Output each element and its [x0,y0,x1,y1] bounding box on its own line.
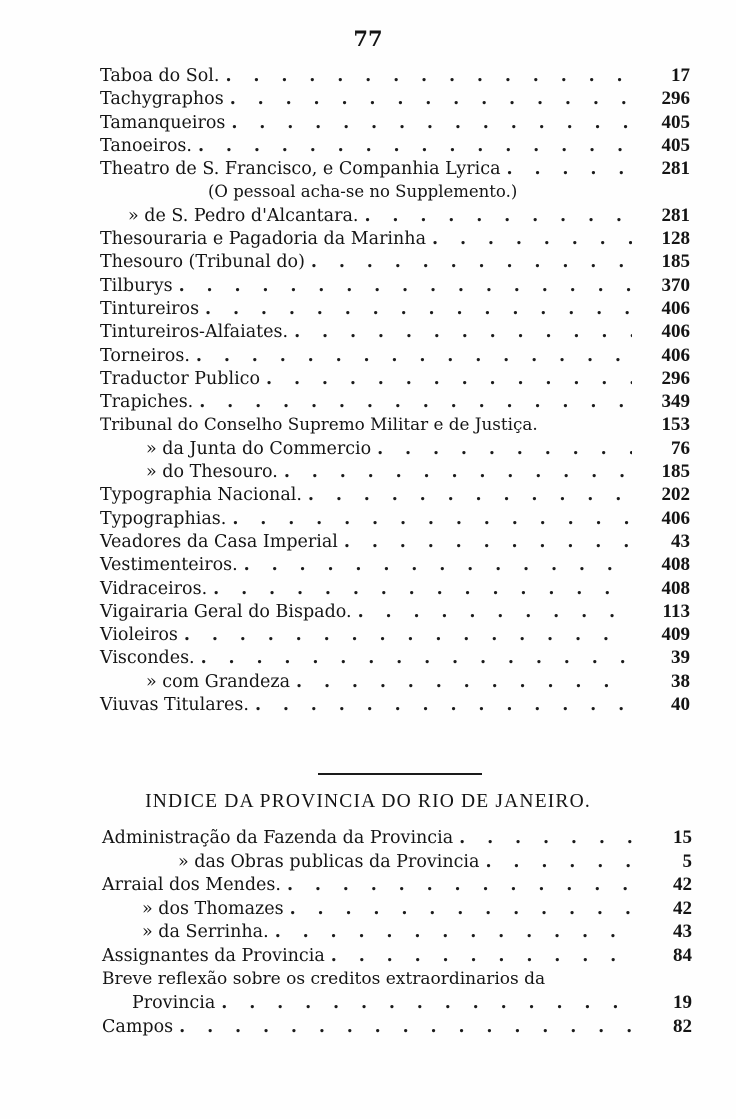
dot-leader [199,298,632,321]
entry-label: Tintureiros [100,298,200,319]
index-entry [100,530,690,553]
entry-label: Arraial dos Mendes. [102,875,281,896]
dot-leader [305,251,632,274]
entry-label: Thesouro (Tribunal do) [100,252,305,273]
index-entry [100,157,690,180]
index-entry [100,460,690,483]
index-entry [102,850,692,874]
index-entry [100,297,690,320]
entry-label: Tanoeiros. [100,135,192,156]
entry-page: 296 [661,367,690,389]
index-entry [102,944,692,968]
index-entry [100,646,690,669]
entry-page: 39 [671,647,690,669]
entry-label: » das Obras publicas da Provincia [178,851,480,872]
entry-page: 17 [671,65,690,86]
section-title: INDICE DA PROVINCIA DO RIO DE JANEIRO. [145,791,591,812]
index-entry [100,320,690,343]
dot-leader [290,671,632,694]
entry-page: 405 [661,111,690,133]
dot-leader [278,461,632,484]
entry-page: 349 [661,391,690,413]
entry-page: 84 [673,944,692,966]
index-list [100,64,690,716]
dot-leader [219,65,632,88]
index-entry [100,413,690,436]
entry-page: 153 [661,414,690,436]
entry-label: Vestimenteiros. [100,555,238,576]
dot-leader [338,531,632,554]
index-entry [100,437,690,460]
dot-leader [207,578,632,601]
dot-leader [238,554,632,577]
entry-label: Traductor Publico [100,368,261,389]
dot-leader [173,1016,634,1039]
dot-leader [358,205,632,228]
entry-page: 409 [661,624,690,646]
index-entry [100,274,690,297]
entry-page: 43 [673,921,692,943]
entry-label: Viscondes. [100,648,195,669]
entry-label: Typographia Nacional. [100,485,302,506]
index-entry [102,826,692,850]
index-entry [102,1015,692,1039]
dot-leader [215,992,634,1015]
entry-page: 406 [661,297,690,319]
dot-leader [173,275,632,298]
entry-page: 405 [661,134,690,156]
dot-leader [195,647,632,670]
index-entry [100,670,690,693]
index-entry [100,64,690,87]
entry-label: Administração da Fazenda da Provincia [102,828,454,848]
entry-page: 406 [661,344,690,366]
dot-leader [260,368,632,391]
entry-label: Typographias. [100,508,227,529]
entry-page: 76 [671,437,690,459]
entry-label: Viuvas Titulares. [100,695,249,716]
dot-leader [426,228,632,251]
index-note [100,180,690,203]
entry-label: » da Serrinha. [142,922,269,943]
entry-page: 406 [661,507,690,529]
entry-label: Violeiros [100,625,178,646]
entry-page: 42 [673,874,692,896]
entry-label: Assignantes da Provincia [102,945,325,966]
entry-label: Breve reflexão sobre os creditos extraordinarios da [102,968,546,989]
dot-leader [325,945,634,968]
entry-page: 128 [661,228,690,250]
entry-page: 15 [673,827,692,848]
entry-page: 202 [661,484,690,506]
entry-label: Vigairaria Geral do Bispado. [100,601,352,622]
index-entry [100,390,690,413]
index-entry [102,897,692,921]
index-entry [100,577,690,600]
entry-label: Tachygraphos [100,89,224,110]
entry-label: Provincia [132,993,216,1014]
entry-label: » do Thesouro. [146,462,278,483]
entry-page: 296 [661,88,690,110]
index-entry [100,367,690,390]
entry-page: 19 [673,992,692,1014]
entry-label: Campos [102,1016,174,1037]
entry-label: Theatro de S. Francisco, e Companhia Lyrica [100,159,501,180]
index-entry [100,204,690,227]
entry-page: 408 [661,577,690,599]
index-entry [100,483,690,506]
index-entry [100,507,690,530]
entry-page: 281 [661,158,690,180]
entry-label: » da Junta do Commercio [146,438,372,459]
entry-page: 281 [661,204,690,226]
dot-leader [192,135,632,158]
index-entry [102,968,692,992]
entry-label: Trapiches. [100,392,194,413]
index-entry [100,250,690,273]
entry-label: Tilburys [100,275,173,296]
entry-page: 43 [671,530,690,552]
dot-leader [190,345,632,368]
entry-page: 408 [661,554,690,576]
entry-page: 82 [673,1015,692,1037]
dot-leader [281,874,634,897]
entry-page: 42 [673,897,692,919]
entry-label: » de S. Pedro d'Alcantara. [128,205,359,226]
index-entry [100,111,690,134]
entry-label: Veadores da Casa Imperial [100,531,338,552]
dot-leader [288,321,632,344]
province-index-list [102,826,692,1038]
index-entry [100,87,690,110]
dot-leader [479,851,634,874]
dot-leader [225,112,632,135]
index-entry [100,227,690,250]
index-entry [100,134,690,157]
entry-label: Torneiros. [100,345,190,366]
entry-label: » dos Thomazes [142,898,284,919]
index-entry [102,873,692,897]
dot-leader [453,827,634,850]
entry-label: Tintureiros-Alfaiates. [100,322,289,343]
entry-label: Tamanqueiros [100,112,226,133]
note-text: (O pessoal acha-se no Supplemento.) [208,182,518,202]
index-entry [102,991,692,1015]
index-entry [100,600,690,623]
index-entry [100,553,690,576]
entry-label: Vidraceiros. [100,578,208,599]
entry-page: 5 [682,850,692,872]
dot-leader [501,158,632,181]
entry-page: 113 [662,600,690,622]
dot-leader [249,694,632,717]
page-number: 77 [353,26,383,51]
dot-leader [269,921,634,944]
entry-page: 38 [671,670,690,692]
entry-label: Thesouraria e Pagadoria da Marinha [100,229,427,250]
entry-page: 370 [661,274,690,296]
dot-leader [178,624,632,647]
entry-page: 185 [661,461,690,483]
index-entry [102,920,692,944]
entry-label: » com Grandeza [146,671,291,692]
dot-leader [226,508,632,531]
section-divider [318,773,482,775]
dot-leader [193,391,632,414]
entry-page: 406 [661,321,690,343]
entry-label: Taboa do Sol. [100,66,220,86]
index-entry [100,344,690,367]
dot-leader [302,484,632,507]
entry-page: 185 [661,251,690,273]
dot-leader [224,88,632,111]
dot-leader [371,438,632,461]
index-entry [100,693,690,716]
entry-label: Tribunal do Conselho Supremo Militar e de Justiça. [100,414,538,435]
index-entry [100,623,690,646]
dot-leader [284,898,634,921]
entry-page: 40 [671,694,690,716]
dot-leader [352,601,632,624]
